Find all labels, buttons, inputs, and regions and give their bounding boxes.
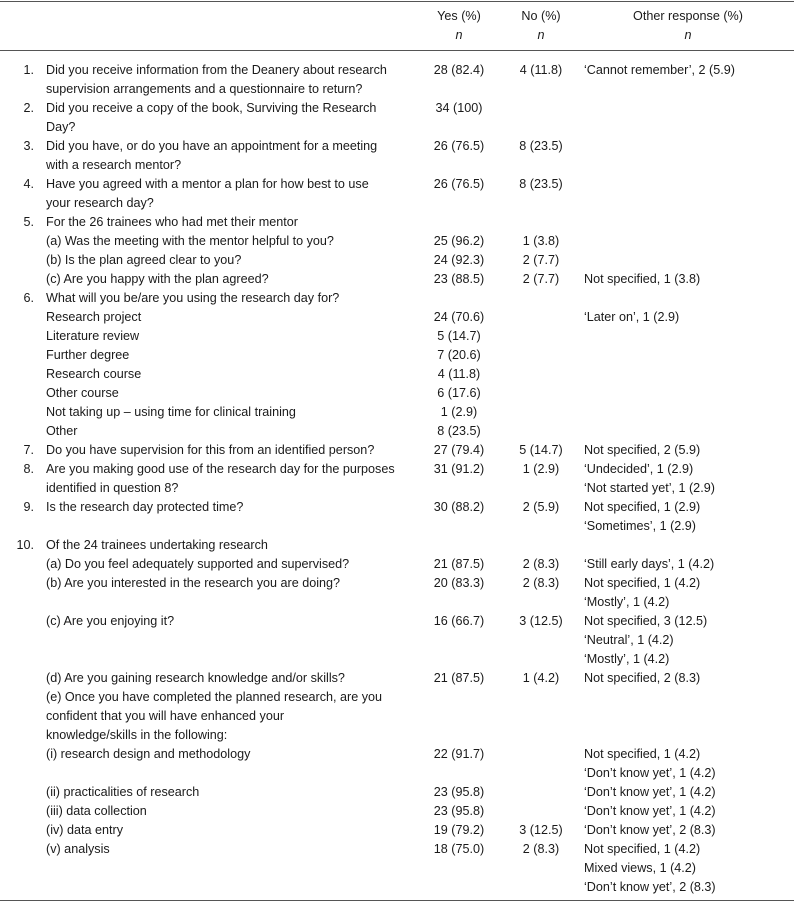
question-text: Of the 24 trainees undertaking research (46, 538, 268, 552)
table-row (0, 403, 794, 422)
yes-value: 27 (79.4) (433, 443, 485, 457)
yes-value: 22 (91.7) (433, 747, 485, 761)
question-text: (b) Are you interested in the research you are doing? (46, 576, 341, 590)
yes-value: 1 (2.9) (440, 405, 478, 419)
no-value: 2 (7.7) (522, 272, 560, 286)
row-number: 3. (23, 139, 34, 153)
table-row (0, 137, 794, 156)
other-response: ‘Neutral’, 1 (4.2) (584, 633, 674, 647)
row-number: 1. (23, 63, 34, 77)
question-text: Research course (46, 367, 142, 381)
table-row (0, 422, 794, 441)
question-text: (d) Are you gaining research knowledge and/or skills? (46, 671, 345, 685)
table-row (0, 612, 794, 631)
table-row (0, 802, 794, 821)
header-no (505, 7, 577, 45)
table-row (0, 232, 794, 251)
other-response: ‘Don’t know yet’, 2 (8.3) (584, 823, 716, 837)
question-text: (iv) data entry (46, 823, 123, 837)
yes-value: 26 (76.5) (433, 139, 485, 153)
other-response: ‘Mostly’, 1 (4.2) (584, 595, 670, 609)
table-row (0, 346, 794, 365)
table-row (0, 707, 794, 726)
row-number: 6. (23, 291, 34, 305)
yes-value: 7 (20.6) (437, 348, 481, 362)
table-row (0, 745, 794, 764)
other-response: Not specified, 2 (5.9) (584, 443, 701, 457)
row-number: 4. (23, 177, 34, 191)
question-text: (c) Are you happy with the plan agreed? (46, 272, 269, 286)
bottom-rule (0, 900, 794, 901)
table-row (0, 555, 794, 574)
yes-value: 23 (88.5) (433, 272, 485, 286)
question-text: (v) analysis (46, 842, 110, 856)
other-response: ‘Later on’, 1 (2.9) (584, 310, 680, 324)
yes-value: 6 (17.6) (437, 386, 481, 400)
header-other-label: Other response (%) (633, 9, 743, 23)
yes-value: 21 (87.5) (433, 671, 485, 685)
no-value: 2 (7.7) (522, 253, 560, 267)
yes-value: 16 (66.7) (433, 614, 485, 628)
question-text: Did you have, or do you have an appointment for a meeting (46, 139, 378, 153)
yes-value: 25 (96.2) (433, 234, 485, 248)
table-row (0, 498, 794, 517)
header-yes-n: n (455, 28, 463, 42)
other-response: ‘Don’t know yet’, 2 (8.3) (584, 880, 716, 894)
other-response: ‘Don’t know yet’, 1 (4.2) (584, 766, 716, 780)
other-response: ‘Still early days’, 1 (4.2) (584, 557, 715, 571)
other-response: ‘Undecided’, 1 (2.9) (584, 462, 694, 476)
yes-value: 21 (87.5) (433, 557, 485, 571)
header-yes-label: Yes (%) (437, 9, 481, 23)
table-row (0, 270, 794, 289)
row-number: 9. (23, 500, 34, 514)
question-text: Did you receive information from the Deanery about research (46, 63, 387, 77)
header-other (584, 7, 792, 45)
table-row (0, 821, 794, 840)
table-row (0, 688, 794, 707)
other-response: ‘Sometimes’, 1 (2.9) (584, 519, 696, 533)
table-row (0, 726, 794, 745)
table-row (0, 650, 794, 669)
no-value: 8 (23.5) (519, 177, 563, 191)
no-value: 1 (2.9) (522, 462, 560, 476)
other-response: Not specified, 2 (8.3) (584, 671, 701, 685)
other-response: Not specified, 1 (4.2) (584, 842, 701, 856)
yes-value: 18 (75.0) (433, 842, 485, 856)
question-text: Have you agreed with a mentor a plan for how best to use (46, 177, 369, 191)
question-text: (a) Was the meeting with the mentor helpful to you? (46, 234, 334, 248)
yes-value: 20 (83.3) (433, 576, 485, 590)
yes-value: 8 (23.5) (437, 424, 481, 438)
yes-value: 26 (76.5) (433, 177, 485, 191)
table-row (0, 840, 794, 859)
table-row (0, 878, 794, 897)
yes-value: 19 (79.2) (433, 823, 485, 837)
yes-value: 30 (88.2) (433, 500, 485, 514)
other-response: ‘Not started yet’, 1 (2.9) (584, 481, 715, 495)
no-value: 5 (14.7) (519, 443, 563, 457)
table-row (0, 194, 794, 213)
table-row (0, 783, 794, 802)
question-text: (i) research design and methodology (46, 747, 251, 761)
yes-value: 24 (70.6) (433, 310, 485, 324)
question-text: (iii) data collection (46, 804, 147, 818)
question-text: supervision arrangements and a questionnaire to return? (46, 82, 363, 96)
no-value: 2 (8.3) (522, 576, 560, 590)
table-row (0, 327, 794, 346)
no-value: 1 (4.2) (522, 671, 560, 685)
table-row (0, 61, 794, 80)
row-number: 8. (23, 462, 34, 476)
no-value: 2 (8.3) (522, 842, 560, 856)
table-row (0, 631, 794, 650)
yes-value: 23 (95.8) (433, 804, 485, 818)
question-text: with a research mentor? (46, 158, 182, 172)
other-response: Not specified, 1 (4.2) (584, 747, 701, 761)
yes-value: 4 (11.8) (437, 367, 481, 381)
question-text: Literature review (46, 329, 140, 343)
table-row (0, 574, 794, 593)
yes-value: 28 (82.4) (433, 63, 485, 77)
question-text: What will you be/are you using the research day for? (46, 291, 340, 305)
table-row (0, 479, 794, 498)
table-row (0, 593, 794, 612)
question-text: Did you receive a copy of the book, Surviving the Research (46, 101, 377, 115)
no-value: 3 (12.5) (519, 614, 563, 628)
yes-value: 34 (100) (435, 101, 483, 115)
table-row (0, 213, 794, 232)
table-row (0, 859, 794, 878)
row-number: 10. (16, 538, 34, 552)
no-value: 8 (23.5) (519, 139, 563, 153)
row-number: 5. (23, 215, 34, 229)
other-response: ‘Don’t know yet’, 1 (4.2) (584, 785, 716, 799)
question-text: (ii) practicalities of research (46, 785, 200, 799)
table-row (0, 308, 794, 327)
other-response: ‘Don’t know yet’, 1 (4.2) (584, 804, 716, 818)
question-text: Not taking up – using time for clinical training (46, 405, 296, 419)
header-yes (420, 7, 498, 45)
table-row (0, 517, 794, 536)
question-text: Are you making good use of the research day for the purposes (46, 462, 395, 476)
table-row (0, 118, 794, 137)
question-text: knowledge/skills in the following: (46, 728, 228, 742)
table-row (0, 156, 794, 175)
table-row (0, 460, 794, 479)
question-text: Day? (46, 120, 76, 134)
table-row (0, 384, 794, 403)
header-other-n: n (684, 28, 692, 42)
header-no-label: No (%) (521, 9, 561, 23)
yes-value: 31 (91.2) (433, 462, 485, 476)
table-row (0, 536, 794, 555)
top-rule (0, 1, 794, 2)
no-value: 2 (8.3) (522, 557, 560, 571)
question-text: (b) Is the plan agreed clear to you? (46, 253, 242, 267)
other-response: Not specified, 3 (12.5) (584, 614, 708, 628)
row-number: 2. (23, 101, 34, 115)
question-text: Do you have supervision for this from an identified person? (46, 443, 375, 457)
yes-value: 23 (95.8) (433, 785, 485, 799)
other-response: Not specified, 1 (4.2) (584, 576, 701, 590)
table-row (0, 669, 794, 688)
table-row (0, 251, 794, 270)
question-text: (c) Are you enjoying it? (46, 614, 175, 628)
table-row (0, 365, 794, 384)
question-text: Other course (46, 386, 119, 400)
table-row (0, 441, 794, 460)
table-row (0, 764, 794, 783)
other-response: Not specified, 1 (3.8) (584, 272, 701, 286)
table-row (0, 175, 794, 194)
no-value: 4 (11.8) (519, 63, 563, 77)
header-rule (0, 50, 794, 51)
question-text: confident that you will have enhanced your (46, 709, 285, 723)
table-row (0, 289, 794, 308)
other-response: ‘Cannot remember’, 2 (5.9) (584, 63, 735, 77)
question-text: Is the research day protected time? (46, 500, 244, 514)
question-text: (a) Do you feel adequately supported and supervised? (46, 557, 350, 571)
other-response: Mixed views, 1 (4.2) (584, 861, 696, 875)
row-number: 7. (23, 443, 34, 457)
question-text: Further degree (46, 348, 130, 362)
yes-value: 24 (92.3) (433, 253, 485, 267)
question-text: Other (46, 424, 78, 438)
no-value: 1 (3.8) (522, 234, 560, 248)
question-text: identified in question 8? (46, 481, 179, 495)
no-value: 2 (5.9) (522, 500, 560, 514)
header-no-n: n (537, 28, 545, 42)
table-row (0, 80, 794, 99)
yes-value: 5 (14.7) (437, 329, 481, 343)
question-text: your research day? (46, 196, 154, 210)
no-value: 3 (12.5) (519, 823, 563, 837)
question-text: Research project (46, 310, 142, 324)
other-response: ‘Mostly’, 1 (4.2) (584, 652, 670, 666)
question-text: For the 26 trainees who had met their mentor (46, 215, 299, 229)
table-row (0, 99, 794, 118)
question-text: (e) Once you have completed the planned research, are you (46, 690, 383, 704)
other-response: Not specified, 1 (2.9) (584, 500, 701, 514)
